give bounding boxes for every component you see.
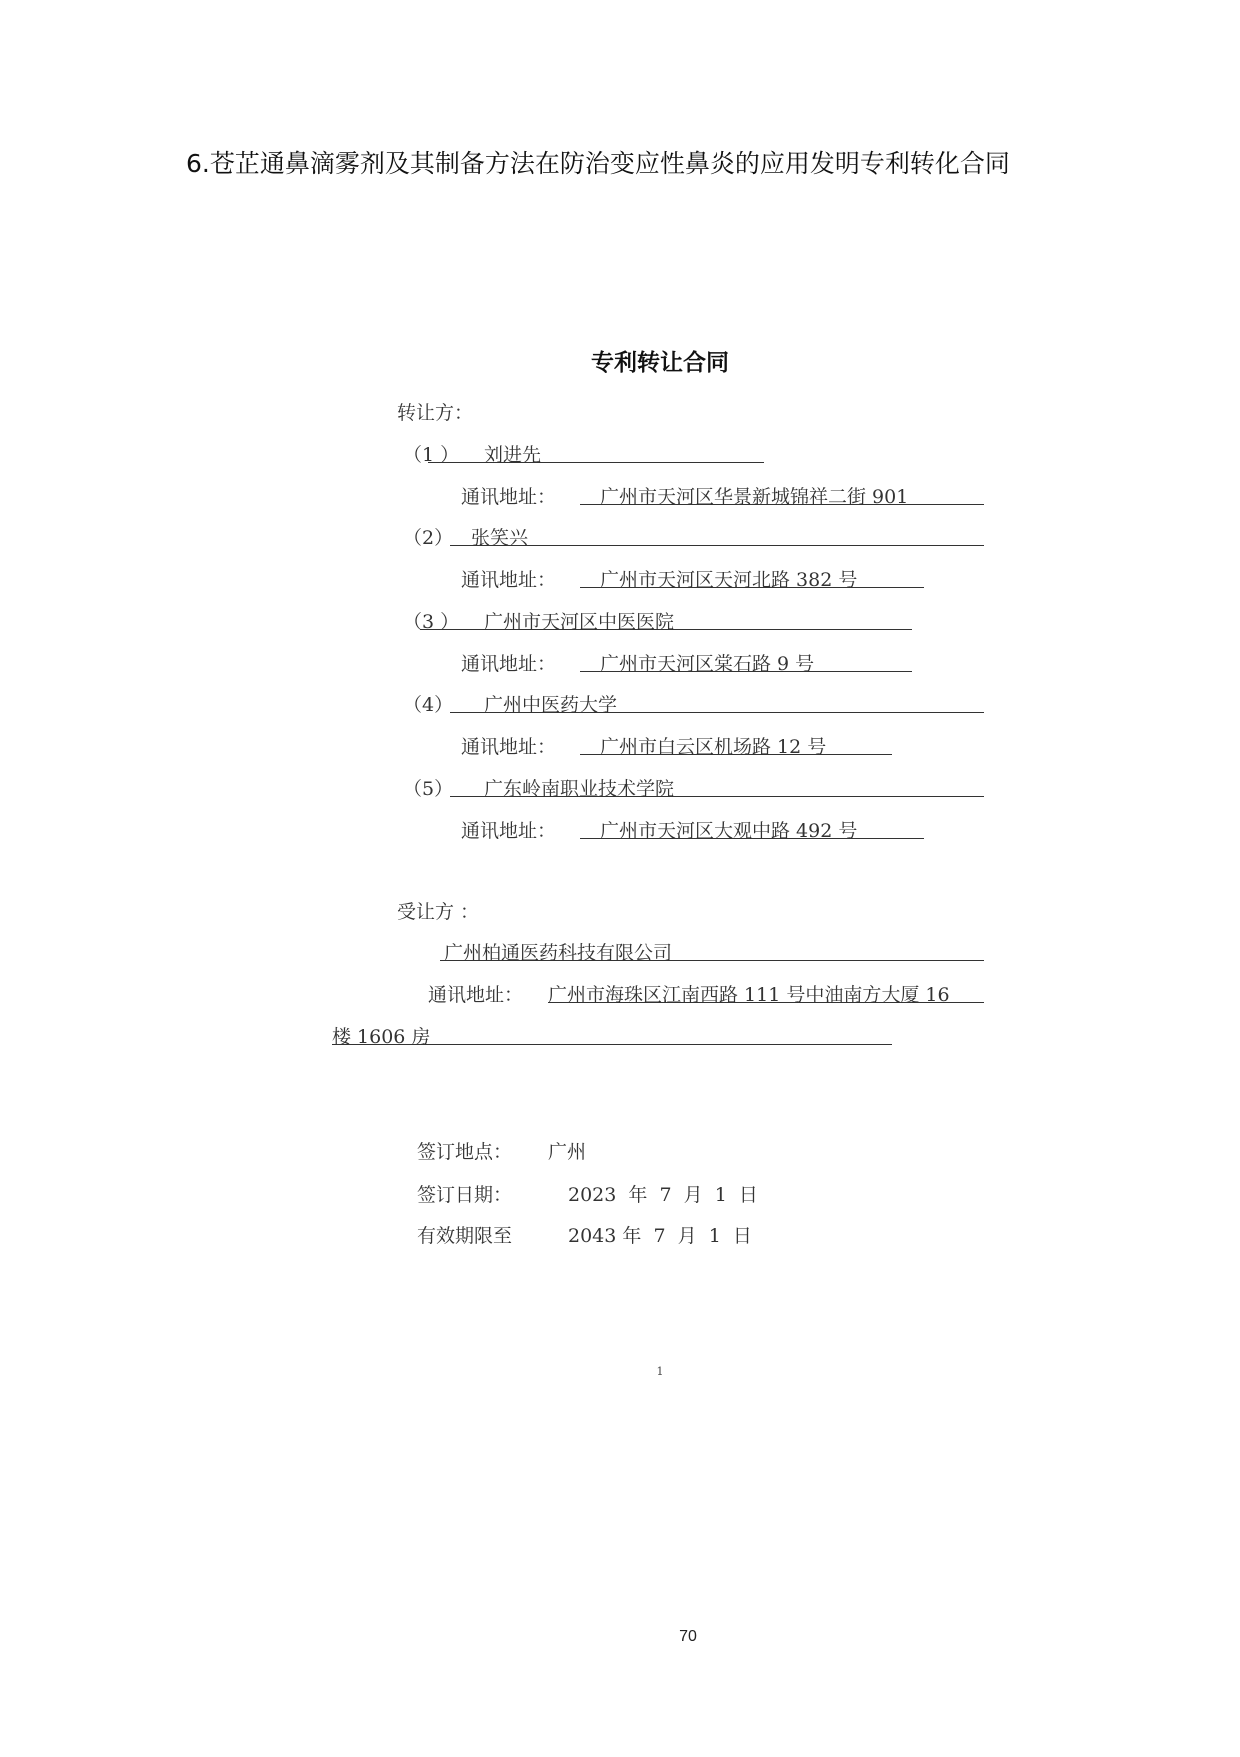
underline: [450, 545, 984, 546]
address-label: 通讯地址：: [461, 736, 557, 758]
address-label: 通讯地址：: [461, 820, 557, 842]
transferee-name: 广州柏通医药科技有限公司: [444, 942, 673, 964]
transferor-number: （3 ）: [403, 611, 460, 633]
transferor-number: （1 ）: [403, 444, 460, 466]
address-label: 通讯地址：: [461, 653, 557, 675]
transferor-name: 刘进先: [484, 444, 542, 466]
page-number: 70: [679, 1628, 697, 1645]
valid-until-value: 2043 年 7 月 1 日: [568, 1225, 752, 1247]
address-label: 通讯地址：: [461, 569, 557, 591]
transferor-name: 广东岭南职业技术学院: [484, 778, 675, 800]
transferor-name: 张笑兴: [471, 527, 529, 549]
transferor-name: 广州中医药大学: [484, 694, 618, 716]
transferee-address-line1: 广州市海珠区江南西路 111 号中油南方大厦 16: [548, 984, 950, 1006]
signing-date-label: 签订日期：: [417, 1184, 513, 1206]
transferor-address: 广州市天河区天河北路 382 号: [600, 569, 858, 591]
transferor-number: （2）: [403, 527, 454, 549]
contract-title: 专利转让合同: [591, 350, 729, 376]
transferor-address: 广州市天河区华景新城锦祥二街 901: [600, 486, 909, 508]
transferor-number: （5）: [403, 778, 454, 800]
section-heading: 6.苍芷通鼻滴雾剂及其制备方法在防治变应性鼻炎的应用发明专利转化合同: [186, 149, 1010, 178]
address-label: 通讯地址：: [428, 984, 524, 1006]
transferor-address: 广州市天河区大观中路 492 号: [600, 820, 858, 842]
transferor-name: 广州市天河区中医医院: [484, 611, 675, 633]
inner-page-number: 1: [656, 1365, 664, 1378]
transferor-number: （4）: [403, 694, 454, 716]
valid-until-label: 有效期限至: [417, 1225, 513, 1247]
underline: [428, 462, 764, 463]
signing-date-value: 2023 年 7 月 1 日: [568, 1184, 758, 1206]
transferee-label: 受让方 ：: [397, 901, 480, 923]
transferor-address: 广州市天河区棠石路 9 号: [600, 653, 815, 675]
signing-place-value: 广州: [548, 1141, 587, 1163]
transferor-label: 转让方：: [397, 402, 474, 424]
address-label: 通讯地址：: [461, 486, 557, 508]
transferor-address: 广州市白云区机场路 12 号: [600, 736, 827, 758]
signing-place-label: 签订地点：: [417, 1141, 513, 1163]
transferee-address-line2: 楼 1606 房: [332, 1026, 431, 1048]
